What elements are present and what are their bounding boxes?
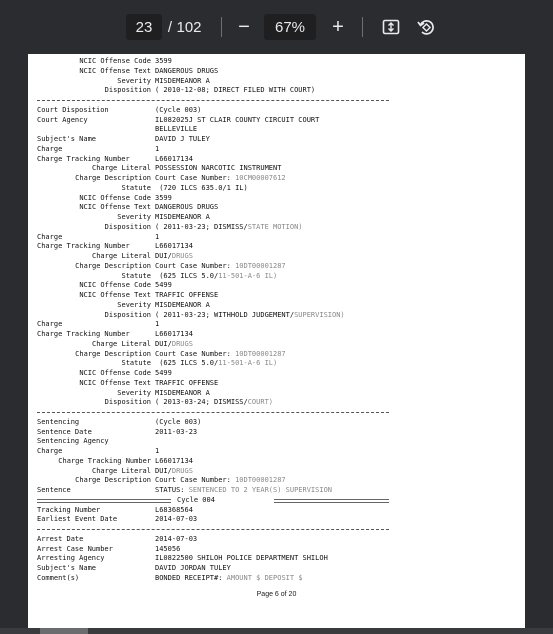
record-field: [37, 486, 517, 496]
record-field: [37, 116, 517, 126]
record-field: [37, 67, 517, 77]
record-field: [37, 359, 517, 369]
field-label: Severity: [117, 213, 151, 221]
total-pages: 102: [176, 18, 202, 36]
record-field: [37, 515, 517, 525]
record-field: [37, 476, 517, 486]
zoom-level-input[interactable]: [264, 14, 316, 40]
field-label: Disposition: [104, 222, 151, 231]
field-value-faded: SUPERVISION): [294, 310, 345, 319]
section-divider: [37, 96, 517, 106]
field-value-text: 145056: [155, 544, 181, 553]
field-label: Charge: [37, 447, 63, 455]
field-value: [155, 418, 201, 428]
field-label: Charge: [37, 320, 63, 329]
field-label: Arrest Date: [37, 534, 84, 543]
field-value: [155, 223, 303, 233]
field-value-faded: 10DT00001287: [235, 349, 286, 358]
field-label: Disposition: [104, 398, 151, 407]
record-field: [37, 164, 517, 174]
record-field: [37, 223, 517, 233]
record-field: [37, 447, 517, 457]
field-value: [155, 145, 159, 155]
record-field: [37, 311, 517, 321]
field-value-text: DAVID JORDAN TULEY: [155, 564, 231, 572]
field-label: Statute: [121, 183, 151, 192]
record-field: [37, 106, 517, 116]
field-label: Charge Tracking Number: [37, 330, 130, 338]
field-value-text: TRAFFIC OFFENSE: [155, 291, 219, 299]
record-field: [37, 86, 517, 96]
record-field: [37, 564, 517, 574]
field-value-text: 1: [155, 447, 160, 455]
field-value-text: DUI/: [155, 339, 172, 348]
record-field: [37, 145, 517, 155]
field-value-text: BELLEVILLE: [155, 125, 198, 134]
field-value-text: 2014-07-03: [155, 534, 198, 543]
field-value: [155, 467, 193, 477]
field-value: [155, 86, 315, 96]
field-value: [155, 369, 172, 379]
field-value: [155, 340, 193, 350]
field-label: Charge Literal: [91, 466, 151, 475]
field-value: [155, 135, 210, 145]
field-label: Charge Tracking Number: [37, 242, 130, 251]
field-value-text: 1: [155, 232, 160, 241]
field-value-text: L66017134: [155, 154, 193, 163]
page-footer: Page 6 of 20: [256, 591, 297, 598]
field-value: [155, 574, 303, 584]
field-value-text: L68368564: [155, 505, 193, 514]
field-value: [155, 57, 172, 67]
field-value-text: L66017134: [155, 330, 193, 338]
cycle-label: Cycle 004: [177, 495, 215, 504]
field-label: Charge Description: [75, 174, 151, 182]
record-field: [37, 77, 517, 87]
zoom-out-button[interactable]: −: [238, 15, 250, 38]
record-field: [37, 554, 517, 564]
field-value-text: 3599: [155, 57, 172, 65]
field-label: Charge Description: [75, 349, 151, 358]
field-value-text: IL0822500 SHILOH POLICE DEPARTMENT SHILOH: [155, 554, 328, 563]
field-label: Charge Literal: [91, 164, 151, 173]
page-separator: [163, 14, 177, 40]
field-value: [155, 320, 159, 330]
field-label: Statute: [121, 271, 151, 280]
fit-to-page-button[interactable]: [380, 14, 402, 40]
field-value-text: 3599: [155, 193, 172, 202]
field-value: [155, 506, 193, 516]
field-value-text: POSSESSION NARCOTIC INSTRUMENT: [155, 164, 282, 173]
field-label: Court Agency: [37, 115, 88, 124]
pdf-toolbar: [0, 0, 553, 54]
record-field: [37, 467, 517, 477]
field-value-faded: DRUGS: [171, 466, 193, 475]
field-value: [155, 262, 286, 272]
field-value-text: MISDEMEANOR A: [155, 300, 210, 309]
record-field: [37, 57, 517, 67]
field-value: [155, 281, 172, 291]
field-value-text: STATUS:: [155, 486, 189, 494]
field-value-text: 1: [155, 144, 160, 153]
field-label: Charge Description: [75, 261, 151, 270]
field-value-faded: 11-501-A-6 IL): [218, 271, 278, 280]
field-label: NCIC Offense Code: [79, 193, 151, 202]
rotate-icon: [416, 17, 436, 37]
field-value-faded: 11-501-A-6 IL): [218, 359, 278, 368]
record-field: [37, 194, 517, 204]
field-value: [155, 233, 159, 243]
field-value: [155, 379, 218, 389]
field-label: Charge Literal: [91, 339, 151, 348]
field-value: [155, 359, 277, 369]
field-label: NCIC Offense Code: [79, 57, 151, 65]
field-value-faded: AMOUNT $ DEPOSIT $: [226, 573, 303, 582]
field-label: NCIC Offense Code: [79, 369, 151, 377]
field-value-text: (625 ILCS 5.0/: [155, 359, 219, 368]
field-label: Disposition: [104, 86, 151, 95]
record-field: [37, 457, 517, 467]
record-field: [37, 398, 517, 408]
field-value-text: (625 ILCS 5.0/: [155, 271, 219, 280]
field-value: [155, 184, 248, 194]
slash-text: /: [167, 18, 173, 36]
field-value: [155, 545, 180, 555]
field-label: Charge: [37, 144, 63, 153]
field-value-faded: DRUGS: [171, 339, 193, 348]
field-value: [155, 515, 197, 525]
field-value-text: ( 2010-12-08; DIRECT FILED WITH COURT): [155, 86, 316, 95]
field-value-text: MISDEMEANOR A: [155, 76, 210, 85]
cycle-divider: [37, 496, 517, 506]
field-value: [155, 272, 277, 282]
field-value: [155, 554, 328, 564]
record-field: [37, 330, 517, 340]
field-value: [155, 174, 286, 184]
field-value: [155, 194, 172, 204]
field-label: NCIC Offense Text: [79, 291, 151, 299]
field-value-text: DAVID J TULEY: [155, 135, 210, 143]
record-field: [37, 233, 517, 243]
record-field: [37, 369, 517, 379]
field-value: [155, 155, 193, 165]
field-value-text: (Cycle 003): [155, 105, 202, 114]
record-field: [37, 174, 517, 184]
record-field: [37, 213, 517, 223]
record-field: [37, 301, 517, 311]
field-value-text: 5499: [155, 281, 172, 290]
scrollbar-thumb[interactable]: [40, 628, 88, 634]
field-value: [155, 311, 345, 321]
field-value: [155, 252, 193, 262]
field-value: [155, 389, 210, 399]
field-value-text: ( 2013-03-24; DISMISS/: [155, 398, 248, 407]
record-field: [37, 340, 517, 350]
record-field: [37, 281, 517, 291]
field-value-text: Court Case Number:: [155, 174, 236, 182]
field-value: [155, 213, 210, 223]
field-value: [155, 77, 210, 87]
record-field: [37, 135, 517, 145]
field-value: [155, 203, 218, 213]
current-page-value: 23: [135, 18, 153, 36]
field-value: [155, 164, 281, 174]
field-value: [155, 486, 332, 496]
field-value: [155, 106, 201, 116]
section-divider: [37, 408, 517, 418]
field-value: [155, 476, 286, 486]
record-field: [37, 252, 517, 262]
field-label: Charge Tracking Number: [37, 154, 130, 163]
field-value: [155, 125, 197, 135]
field-value-faded: 10DT00001287: [235, 476, 286, 485]
field-value: [155, 330, 193, 340]
record-field: [37, 125, 517, 135]
field-label: Court Disposition: [37, 105, 109, 114]
field-label: Charge Literal: [91, 252, 151, 260]
record-field: [37, 320, 517, 330]
field-label: NCIC Offense Code: [79, 281, 151, 290]
field-label: Sentence: [37, 486, 71, 494]
field-value-text: Court Case Number:: [155, 349, 236, 358]
field-label: Charge Tracking Number: [58, 456, 151, 465]
field-value-text: (720 ILCS 635.0/1 IL): [155, 183, 248, 192]
field-value-text: (Cycle 003): [155, 417, 202, 426]
record-field: [37, 262, 517, 272]
field-value-text: IL082025J ST CLAIR COUNTY CIRCUIT COURT: [155, 115, 320, 124]
field-value-text: ( 2011-03-23; DISMISS/: [155, 222, 248, 231]
field-value: [155, 291, 218, 301]
field-value-text: 2011-03-23: [155, 427, 198, 436]
record-field: [37, 418, 517, 428]
record-field: [37, 291, 517, 301]
field-value-text: DANGEROUS DRUGS: [155, 66, 219, 75]
record-field: [37, 155, 517, 165]
field-label: NCIC Offense Text: [79, 66, 151, 75]
field-label: Subject's Name: [37, 135, 97, 143]
field-label: Charge Description: [75, 476, 151, 485]
fit-page-icon: [382, 18, 400, 36]
field-label: Arrest Case Number: [37, 544, 113, 553]
field-value: [155, 428, 197, 438]
field-label: Charge: [37, 232, 63, 241]
toolbar-divider: [362, 17, 363, 37]
field-value: [155, 564, 231, 574]
field-label: Sentencing Agency: [37, 437, 109, 446]
field-value-text: 5499: [155, 369, 172, 377]
field-value-text: Court Case Number:: [155, 476, 236, 485]
field-value: [155, 350, 286, 360]
field-value-text: BONDED RECEIPT#:: [155, 573, 227, 582]
record-field: [37, 389, 517, 399]
field-value-text: TRAFFIC OFFENSE: [155, 378, 219, 387]
field-value-text: Court Case Number:: [155, 261, 236, 270]
horizontal-scrollbar[interactable]: [0, 628, 553, 634]
field-value: [155, 447, 159, 457]
field-label: Tracking Number: [37, 505, 101, 514]
zoom-value: 67%: [274, 18, 306, 36]
field-label: Comment(s): [37, 573, 80, 582]
record-field: [37, 379, 517, 389]
field-label: Severity: [117, 76, 151, 85]
field-value-faded: SENTENCED TO 2 YEAR(S) SUPERVISION: [188, 486, 333, 494]
field-label: Statute: [121, 359, 151, 368]
record-field: [37, 574, 517, 584]
toolbar-divider: [221, 17, 222, 37]
field-value: [155, 457, 193, 467]
field-label: NCIC Offense Text: [79, 203, 151, 212]
field-value-faded: STATE MOTION): [247, 222, 303, 231]
field-label: Severity: [117, 388, 151, 397]
field-value-text: 2014-07-03: [155, 515, 198, 524]
record-field: [37, 350, 517, 360]
field-label: Arresting Agency: [37, 554, 105, 563]
field-value-faded: DRUGS: [171, 252, 193, 260]
document-page: [28, 54, 525, 628]
record-field: [37, 437, 517, 447]
field-label: Disposition: [104, 310, 151, 319]
record-field: [37, 272, 517, 282]
field-label: Severity: [117, 300, 151, 309]
field-value-text: L66017134: [155, 242, 193, 251]
field-value-faded: 10DT00001287: [235, 261, 286, 270]
record-field: [37, 242, 517, 252]
field-value: [155, 301, 210, 311]
zoom-in-button[interactable]: +: [332, 15, 344, 38]
field-value-text: 1: [155, 320, 160, 329]
record-field: [37, 184, 517, 194]
field-value-faded: 10CM00007612: [235, 174, 286, 182]
field-value-faded: COURT): [247, 398, 274, 407]
field-value: [155, 116, 319, 126]
record-text: [37, 57, 517, 584]
field-label: Sentencing: [37, 417, 80, 426]
field-value: [155, 67, 218, 77]
record-field: [37, 203, 517, 213]
field-value-text: DANGEROUS DRUGS: [155, 203, 219, 212]
page-number-input[interactable]: [126, 14, 162, 40]
field-label: Subject's Name: [37, 564, 97, 572]
field-value-text: ( 2011-03-23; WITHHOLD JUDGEMENT/: [155, 310, 295, 319]
field-value-text: DUI/: [155, 252, 172, 260]
section-divider: [37, 525, 517, 535]
field-value-text: DUI/: [155, 466, 172, 475]
field-label: Earliest Event Date: [37, 515, 118, 524]
field-value-text: MISDEMEANOR A: [155, 213, 210, 221]
rotate-button[interactable]: [414, 14, 438, 40]
record-field: [37, 506, 517, 516]
record-field: [37, 428, 517, 438]
field-value-text: MISDEMEANOR A: [155, 388, 210, 397]
field-value: [155, 242, 193, 252]
record-field: [37, 535, 517, 545]
field-label: Sentence Date: [37, 427, 92, 436]
field-value: [155, 398, 273, 408]
field-value: [155, 535, 197, 545]
record-field: [37, 545, 517, 555]
field-value-text: L66017134: [155, 456, 193, 465]
field-label: NCIC Offense Text: [79, 378, 151, 387]
